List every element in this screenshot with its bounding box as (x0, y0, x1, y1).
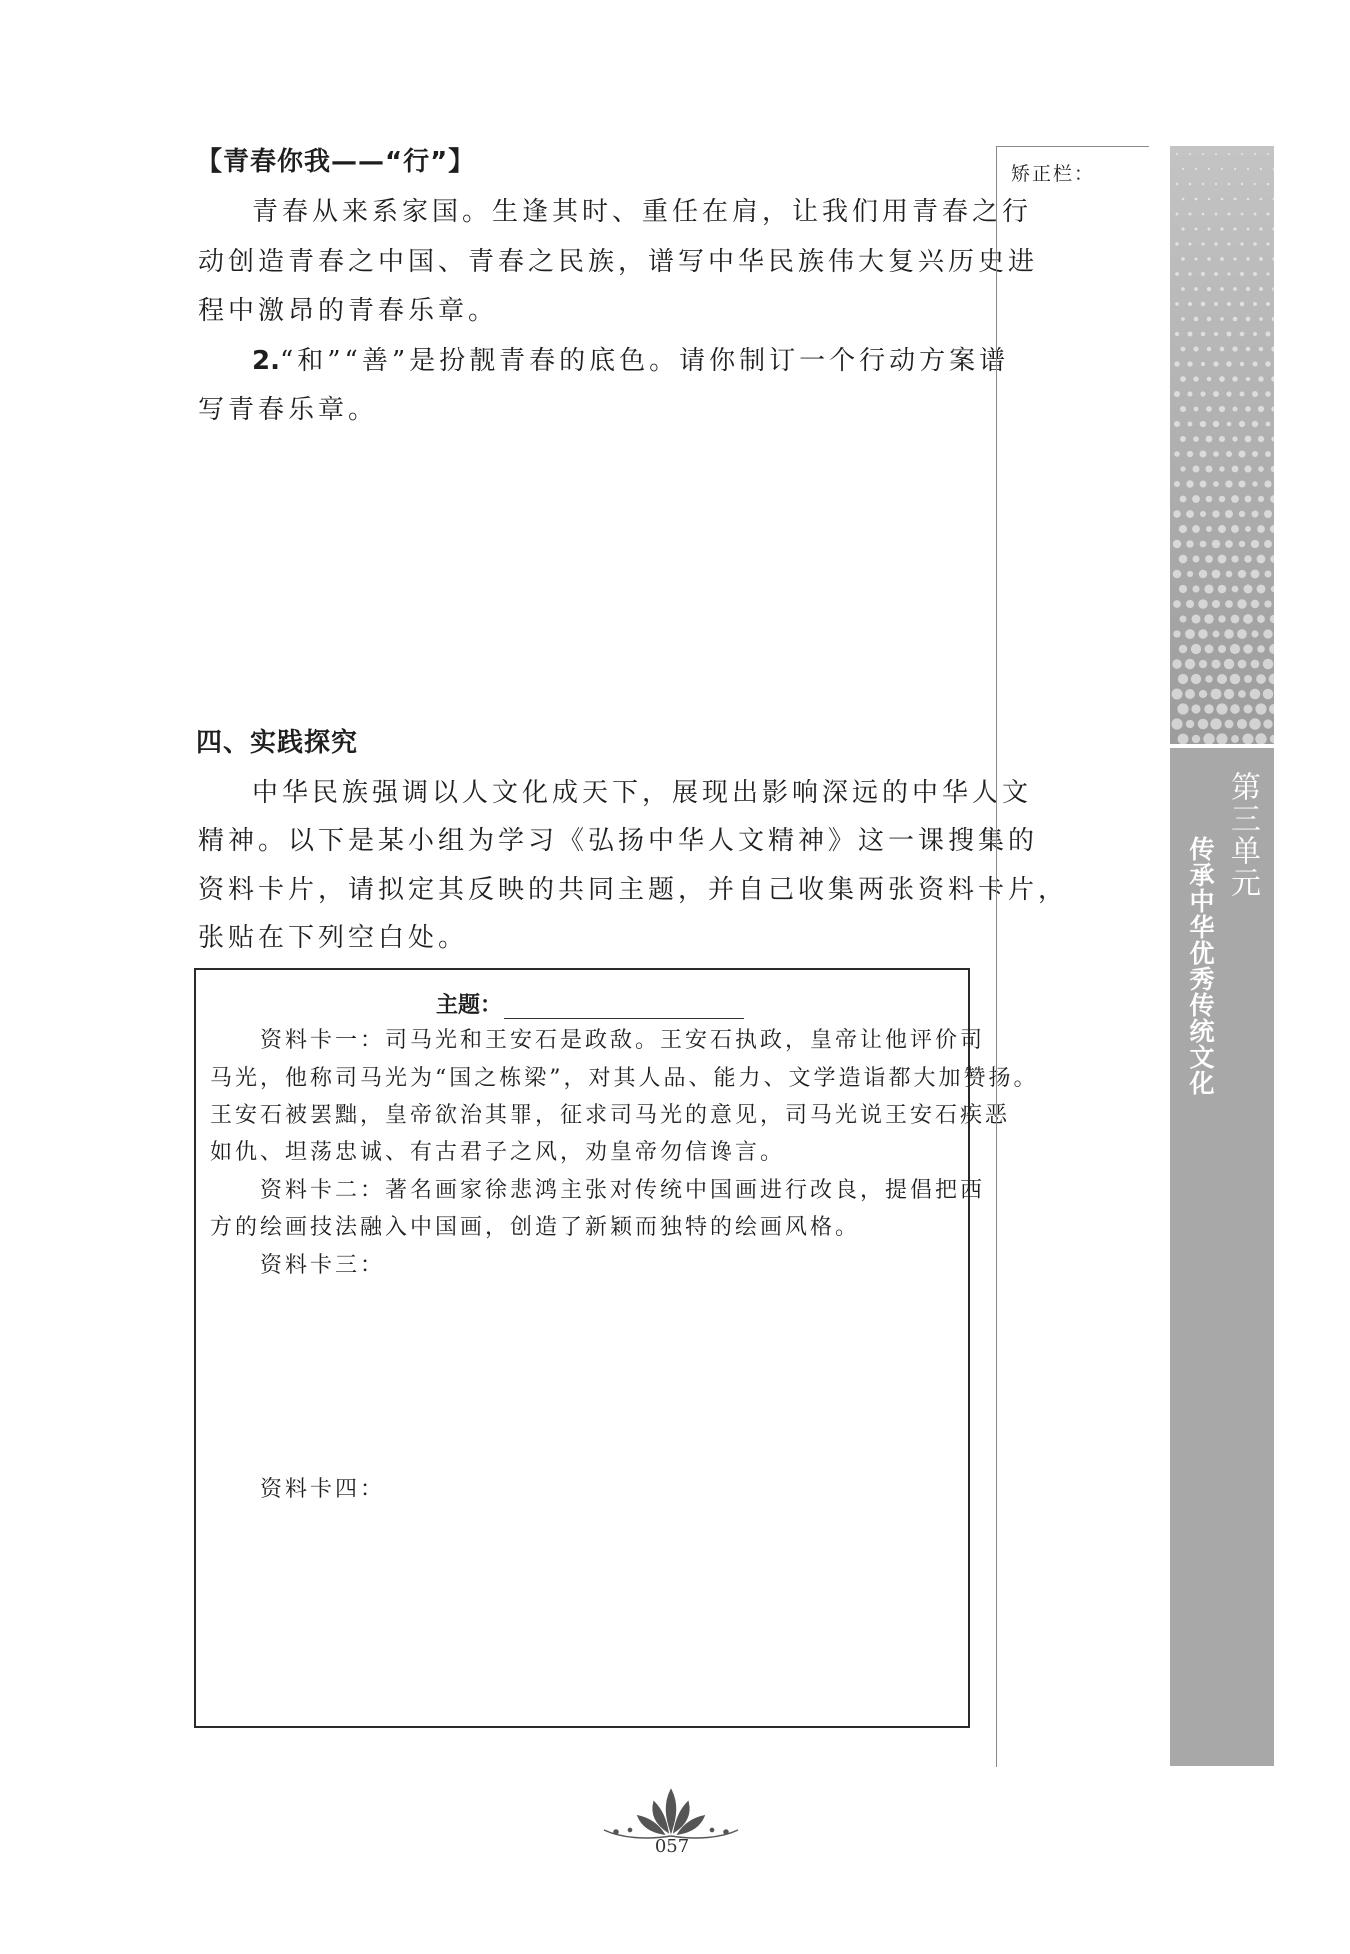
question-line: 写青春乐章。 (198, 395, 379, 425)
card1-line: 王安石被罢黜，皇帝欲治其罪，征求司马光的意见，司马光说王安石疾恶 (210, 1103, 1011, 1128)
section-heading-qingchun: 【青春你我——“行”】 (196, 147, 476, 177)
theme-row (436, 988, 744, 1019)
unit-title: 第三单元 (1225, 771, 1260, 899)
unit-side-tab (1170, 146, 1274, 1766)
paragraph-line: 程中激昂的青春乐章。 (198, 296, 499, 326)
paragraph-line: 张贴在下列空白处。 (198, 923, 469, 953)
correction-column (996, 146, 1149, 1767)
correction-label: 矫正栏： (1011, 163, 1096, 185)
paragraph-line: 资料卡片，请拟定其反映的共同主题，并自己收集两张资料卡片， (198, 875, 1069, 905)
unit-subtitle: 传承中华优秀传统文化 (1186, 836, 1215, 1096)
dot-pattern-decoration (1170, 146, 1274, 746)
theme-blank-line[interactable] (504, 996, 744, 1019)
paragraph-line: 动创造青春之中国、青春之民族，谱写中华民族伟大复兴历史进 (198, 247, 1039, 277)
card3-label: 资料卡三： (260, 1253, 386, 1278)
section-heading-practice: 四、实践探究 (196, 728, 359, 758)
question-2 (252, 344, 1009, 378)
card1-line: 如仇、坦荡忠诚、有古君子之风，劝皇帝勿信谗言。 (210, 1140, 786, 1165)
question-number: 2. (252, 346, 280, 376)
paragraph-line: 中华民族强调以人文化成天下，展现出影响深远的中华人文 (252, 778, 1033, 808)
card1-line: 马光，他称司马光为“国之栋梁”，对其人品、能力、文学造诣都大加赞扬。 (210, 1066, 1039, 1091)
side-tab-divider (1170, 744, 1274, 748)
card2-line: 方的绘画技法融入中国画，创造了新颖而独特的绘画风格。 (210, 1215, 861, 1240)
resource-card-box (194, 968, 1039, 1728)
page-number: 057 (654, 1836, 690, 1857)
paragraph-line: 精神。以下是某小组为学习《弘扬中华人文精神》这一课搜集的 (198, 826, 1039, 856)
paragraph-line: 青春从来系家国。生逢其时、重任在肩，让我们用青春之行 (252, 197, 1033, 227)
card2-line: 资料卡二：著名画家徐悲鸿主张对传统中国画进行改良，提倡把西 (260, 1178, 986, 1203)
card1-line: 资料卡一：司马光和王安石是政敌。王安石执政，皇帝让他评价司 (260, 1028, 986, 1053)
question-text: “和”“善”是扮靓青春的底色。请你制订一个行动方案谱 (279, 346, 1010, 376)
card4-label: 资料卡四： (260, 1477, 386, 1502)
theme-label: 主题： (436, 993, 503, 1018)
